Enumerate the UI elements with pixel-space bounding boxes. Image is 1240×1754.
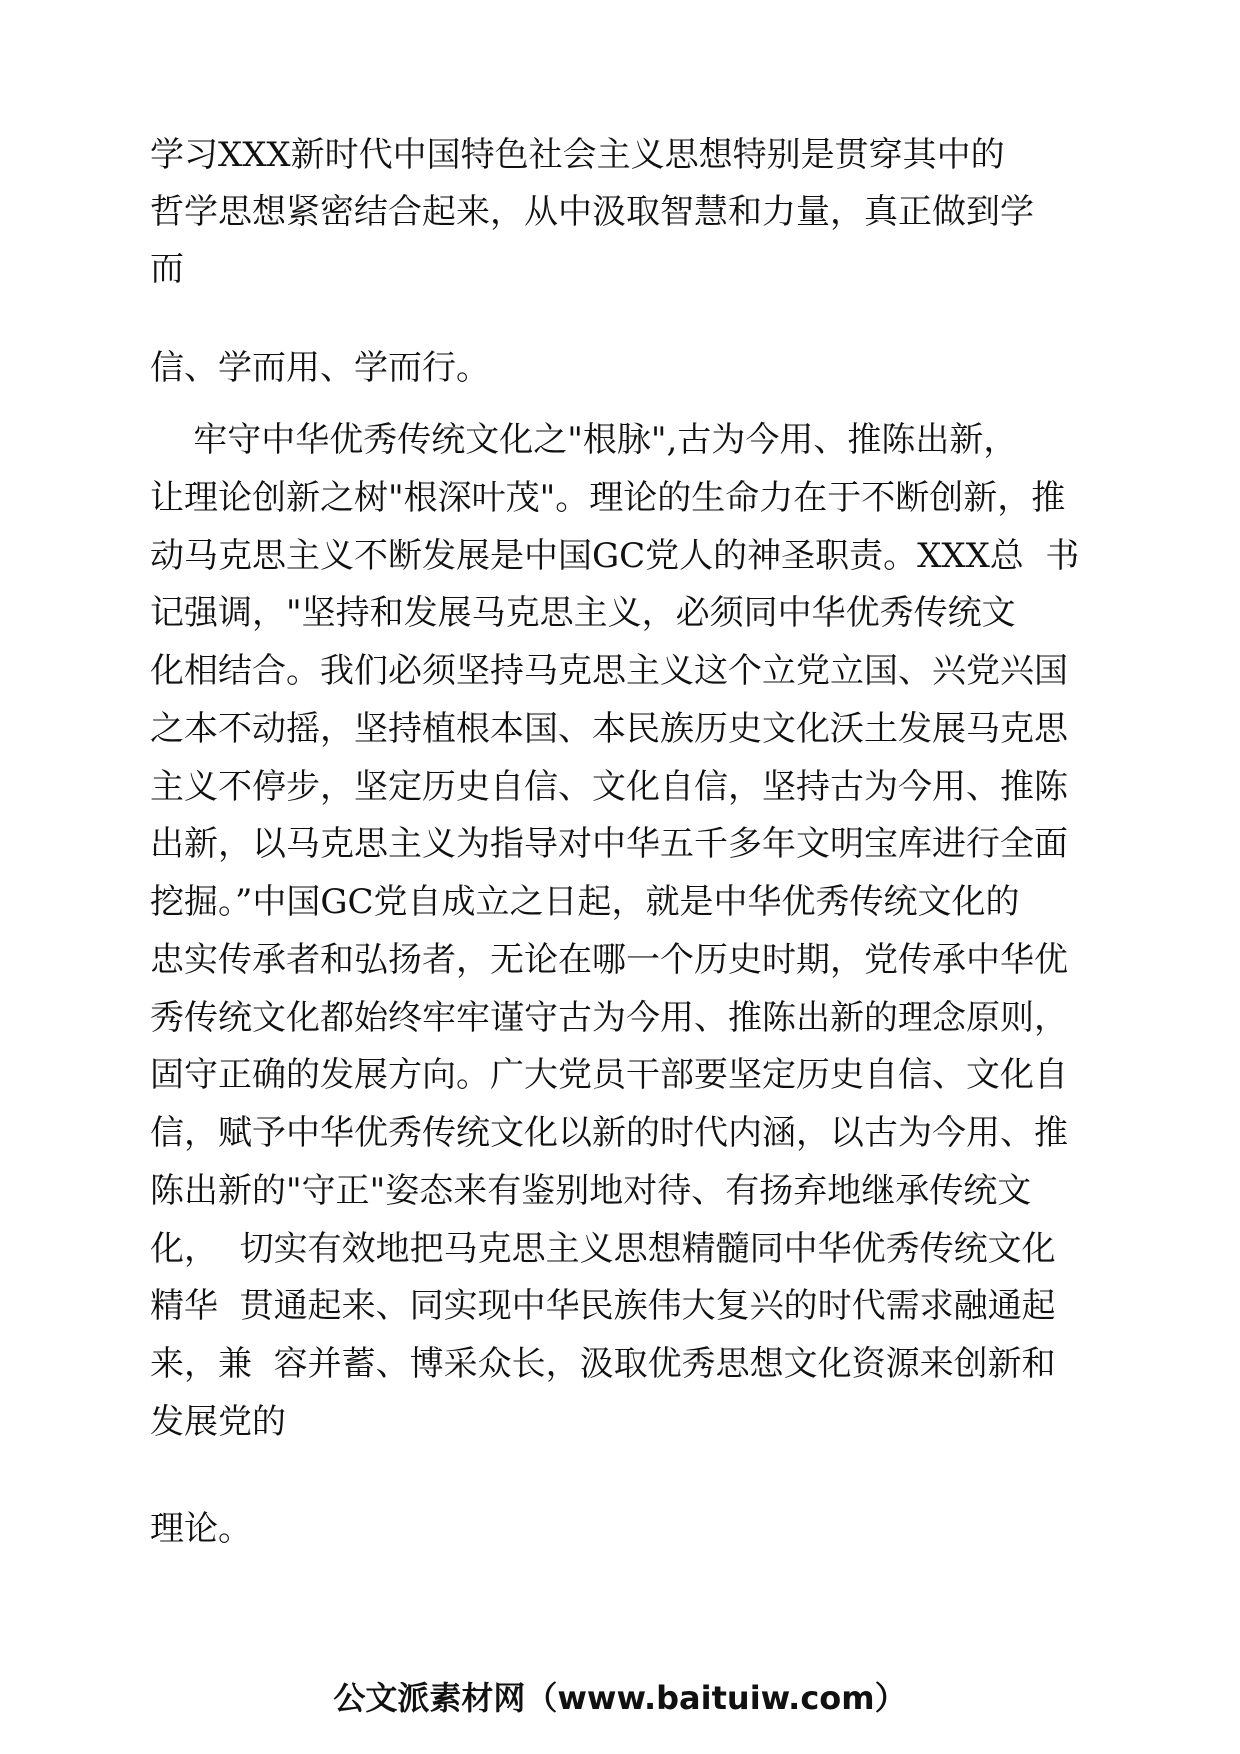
text-line: 陈出新的"守正"姿态来有鉴别地对待、有扬弃地继承传统文 [150, 1171, 1032, 1211]
text-line: 信、学而用、学而行。 [150, 348, 490, 388]
text-line: 化相结合。我们必须坚持马克思主义这个立党立国、兴党兴国 [150, 651, 1068, 691]
text-line: 记强调，"坚持和发展马克思主义，必须同中华优秀传统文 [150, 593, 1016, 633]
text-line: 来，兼 容并蓄、博采众长，汲取优秀思想文化资源来创新和 [150, 1344, 1056, 1384]
text-line: 信，赋予中华优秀传统文化以新的时代内涵，以古为今用、推 [150, 1113, 1068, 1153]
text-line: 牢守中华优秀传统文化之"根脉",古为今用、推陈出新， [150, 420, 1018, 460]
text-line: 发展党的 [150, 1402, 286, 1442]
text-line: 固守正确的发展方向。广大党员干部要坚定历史自信、文化自 [150, 1055, 1068, 1095]
text-line: 理论。 [150, 1509, 252, 1549]
text-line: 学习XXX新时代中国特色社会主义思想特别是贯穿其中的 [150, 135, 1005, 175]
text-line: 忠实传承者和弘扬者，无论在哪一个历史时期，党传承中华优 [150, 940, 1068, 980]
page-footer: 公文派素材网（www.baituiw.com） [333, 1679, 907, 1717]
text-line: 出新，以马克思主义为指导对中华五千多年文明宝库进行全面 [150, 824, 1068, 864]
text-line: 秀传统文化都始终牢牢谨守古为今用、推陈出新的理念原则， [150, 998, 1068, 1038]
text-line: 之本不动摇，坚持植根本国、本民族历史文化沃土发展马克思 [150, 709, 1068, 749]
text-line: 挖掘。”中国GC党自成立之日起，就是中华优秀传统文化的 [150, 882, 1020, 922]
text-line: 动马克思主义不断发展是中国GC党人的神圣职责。XXX总 书 [150, 536, 1080, 576]
text-line: 哲学思想紧密结合起来，从中汲取智慧和力量，真正做到学 [150, 192, 1034, 232]
text-line: 精华 贯通起来、同实现中华民族伟大复兴的时代需求融通起 [150, 1286, 1056, 1326]
text-line: 主义不停步，坚定历史自信、文化自信，坚持古为今用、推陈 [150, 767, 1068, 807]
text-line: 化， 切实有效地把马克思主义思想精髓同中华优秀传统文化 [150, 1229, 1056, 1269]
text-line: 让理论创新之树"根深叶茂"。理论的生命力在于不断创新，推 [150, 478, 1066, 518]
text-line: 而 [150, 249, 184, 289]
